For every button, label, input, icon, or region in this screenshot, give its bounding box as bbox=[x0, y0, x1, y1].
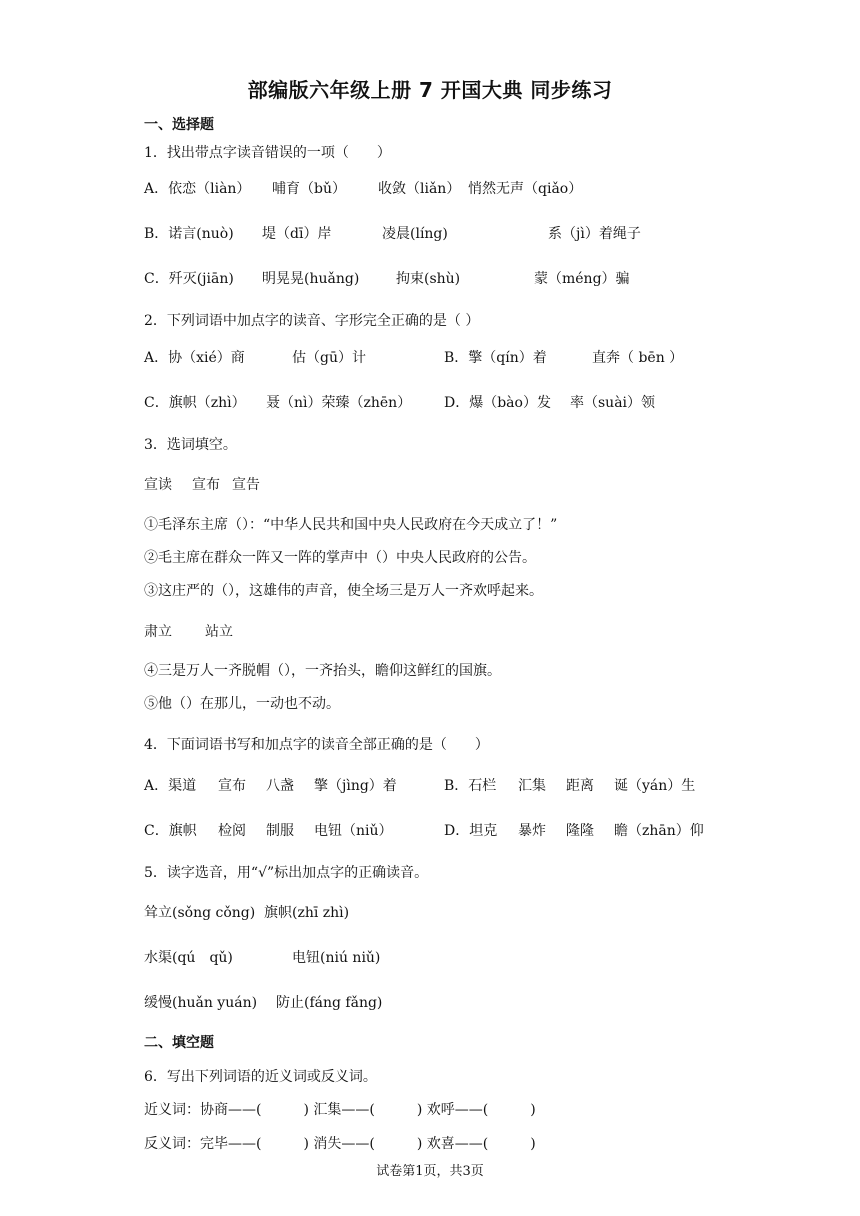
q2-option-d-1: D．爆（bào）发 bbox=[444, 395, 551, 411]
q1-option-a-1: A．依恋（liàn） bbox=[144, 181, 251, 197]
q1-option-c-4: 蒙（méng）骗 bbox=[534, 271, 630, 287]
question-6-stem: 6．写出下列词语的近义词或反义词。 bbox=[144, 1069, 377, 1085]
q1-option-a-2: 哺育（bǔ） bbox=[272, 181, 346, 197]
q4-option-d-4: 瞻（zhān）仰 bbox=[614, 823, 704, 839]
q1-option-b-4: 系（jì）着绳子 bbox=[548, 226, 641, 242]
q1-option-a-3: 收敛（liǎn） bbox=[378, 181, 461, 197]
q4-option-c-2: 检阅 bbox=[218, 823, 246, 839]
q5-item-4: 电钮(niú niǔ) bbox=[292, 950, 381, 966]
q2-option-d-2: 率（suài）领 bbox=[570, 395, 656, 411]
q6-antonyms: 反义词：完毕——( ) 消失——( ) 欢喜——( ) bbox=[144, 1136, 536, 1152]
question-3-stem: 3．选词填空。 bbox=[144, 437, 237, 453]
q4-option-c-4: 电钮（niǔ） bbox=[314, 823, 393, 839]
q5-item-3: 水渠(qú qǔ) bbox=[144, 950, 233, 966]
q1-option-c-2: 明晃晃(huǎng) bbox=[262, 271, 360, 287]
q5-item-5: 缓慢(huǎn yuán) bbox=[144, 995, 258, 1011]
page-footer: 试卷第1页，共3页 bbox=[376, 1164, 484, 1179]
section-heading-choice: 一、选择题 bbox=[144, 117, 214, 133]
q5-item-1: 耸立(sǒng cǒng) bbox=[144, 905, 256, 921]
q4-option-b-4: 诞（yán）生 bbox=[614, 778, 696, 794]
q2-option-c-1: C．旗帜（zhì） bbox=[144, 395, 246, 411]
question-2-stem: 2．下列词语中加点字的读音、字形完全正确的是（ ） bbox=[144, 313, 480, 329]
question-5-stem: 5．读字选音，用“√”标出加点字的正确读音。 bbox=[144, 865, 429, 881]
q3-word-1: 宣读 bbox=[144, 477, 172, 493]
page-title: 部编版六年级上册 7 开国大典 同步练习 bbox=[247, 78, 613, 102]
q2-option-b-1: B．擎（qín）着 bbox=[444, 350, 547, 366]
q1-option-c-1: C．歼灭(jiān) bbox=[144, 271, 234, 287]
q3-item-3: ③这庄严的（），这雄伟的声音，使全场三是万人一齐欢呼起来。 bbox=[144, 583, 543, 599]
q4-option-a-3: 八盏 bbox=[266, 778, 294, 794]
q5-item-6: 防止(fáng fǎng) bbox=[276, 995, 383, 1011]
q4-option-a-4: 擎（jìng）着 bbox=[314, 778, 397, 794]
section-heading-fill: 二、填空题 bbox=[144, 1035, 214, 1051]
q4-option-c-1: C．旗帜 bbox=[144, 823, 197, 839]
q4-option-b-2: 汇集 bbox=[518, 778, 546, 794]
q4-option-b-1: B．石栏 bbox=[444, 778, 497, 794]
q3-item-1: ①毛泽东主席（）：“中华人民共和国中央人民政府在今天成立了！” bbox=[144, 517, 558, 533]
question-1-stem: 1．找出带点字读音错误的一项（ ） bbox=[144, 145, 391, 161]
q3-item-5: ⑤他（）在那儿，一动也不动。 bbox=[144, 696, 340, 712]
q6-synonyms: 近义词：协商——( ) 汇集——( ) 欢呼——( ) bbox=[144, 1102, 536, 1118]
q1-option-b-3: 凌晨(líng) bbox=[382, 226, 448, 242]
q3-word-2: 宣布 bbox=[192, 477, 220, 493]
q5-item-2: 旗帜(zhī zhì) bbox=[264, 905, 350, 921]
q2-option-a-1: A．协（xié）商 bbox=[144, 350, 245, 366]
q3-word-5: 站立 bbox=[205, 624, 233, 640]
q1-option-b-2: 堤（dī）岸 bbox=[262, 226, 332, 242]
q3-item-2: ②毛主席在群众一阵又一阵的掌声中（）中央人民政府的公告。 bbox=[144, 550, 536, 566]
q1-option-b-1: B．诺言(nuò) bbox=[144, 226, 234, 242]
q4-option-d-1: D．坦克 bbox=[444, 823, 498, 839]
q3-word-3: 宣告 bbox=[232, 477, 260, 493]
q3-item-4: ④三是万人一齐脱帽（），一齐抬头，瞻仰这鲜红的国旗。 bbox=[144, 663, 501, 679]
q4-option-d-2: 暴炸 bbox=[518, 823, 546, 839]
q3-word-4: 肃立 bbox=[144, 624, 172, 640]
q4-option-a-1: A．渠道 bbox=[144, 778, 197, 794]
question-4-stem: 4．下面词语书写和加点字的读音全部正确的是（ ） bbox=[144, 737, 489, 753]
q1-option-a-4: 悄然无声（qiǎo） bbox=[468, 181, 583, 197]
q4-option-d-3: 隆隆 bbox=[566, 823, 594, 839]
q1-option-c-3: 拘束(shù) bbox=[396, 271, 461, 287]
q2-option-a-2: 估（gū）计 bbox=[292, 350, 366, 366]
q4-option-a-2: 宣布 bbox=[218, 778, 246, 794]
q4-option-c-3: 制服 bbox=[266, 823, 294, 839]
q2-option-c-2: 聂（nì）荣臻（zhēn） bbox=[266, 395, 412, 411]
q2-option-b-2: 直奔（ bēn ） bbox=[592, 350, 684, 366]
q4-option-b-3: 距离 bbox=[566, 778, 594, 794]
